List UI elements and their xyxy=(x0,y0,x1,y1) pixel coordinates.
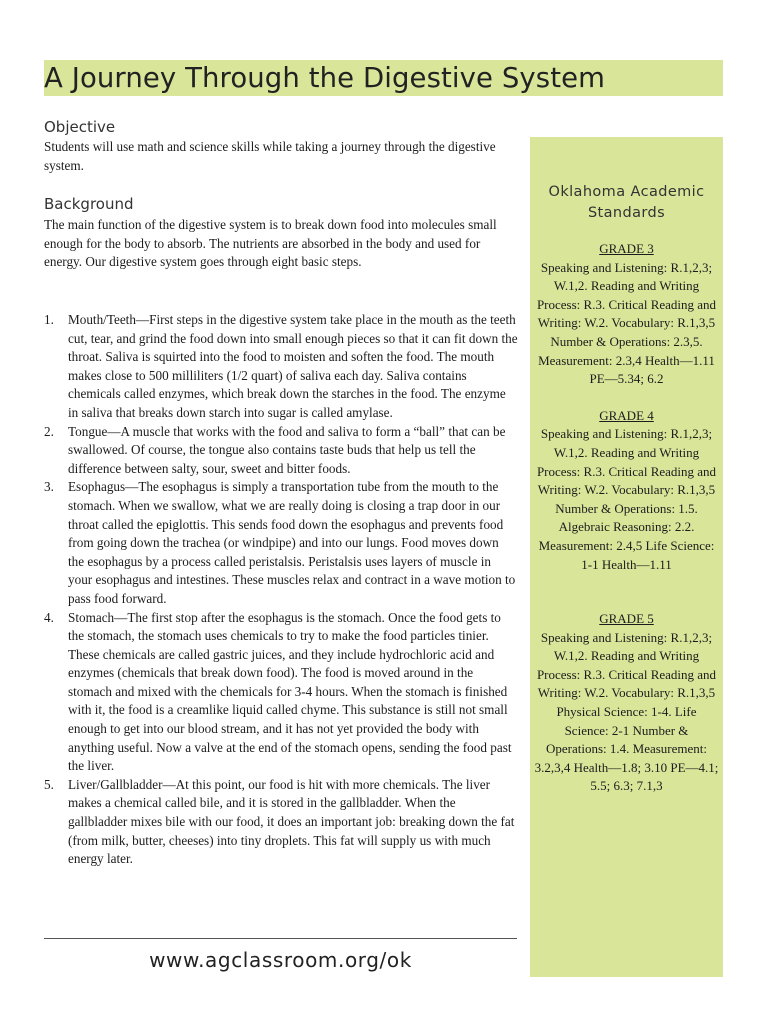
step-text: Stomach—The first stop after the esophagus is the stomach. Once the food gets to the stomach, the stomach uses chemicals to try to make the food particles tinier. These chemicals are called gastric juices, and they include hydrochloric acid and enzymes (chemicals that break down food). The food is moved around in the stomach and mixed with the chemicals for 3-4 hours. When the stomach is finished with it, the food is a creamlike liquid called chyme. This substance is still not small enough to get into our blood stream, and it has not yet provided the body with anything useful. Now a valve at the end of the stomach opens, sending the food past the liver. xyxy=(68,609,512,774)
sidebar-title: Oklahoma Academic Standards xyxy=(548,184,705,221)
grade-standards-text: Speaking and Listening: R.1,2,3; W.1,2. Reading and Writing Process: R.3. Critical Reading and Writing: W.2. Vocabulary: R.1,3,5 Physical Science: 1-4. Life Science: 2-1 Number & Operations: 1.4. Measurement: 3.2,3,4 Health—1.8; 3.10 PE—4.1; 5.5; 6.3; 7.1,3 xyxy=(534,629,719,794)
objective-text: Students will use math and science skills while taking a journey through the digestive system. xyxy=(44,139,496,173)
step-text: Tongue—A muscle that works with the food and saliva to form a “ball” that can be swallowed. Of course, the tongue also contains taste buds that help us tell the difference between salty, sour, sweet and bitter foods. xyxy=(68,423,506,476)
step-number: 4. xyxy=(44,609,54,625)
grade-4-standards xyxy=(530,407,723,574)
background-text: The main function of the digestive system is to break down food into molecules small enough for the body to absorb. The nutrients are absorbed in the body and used for energy. Our digestive system goes through eight basic steps. xyxy=(44,217,497,270)
step-text: Esophagus—The esophagus is simply a transportation tube from the mouth to the stomach. When we swallow, what we are really doing is closing a trap door in our throat called the epiglottis. This sends food down the esophagus and prevents food from going down the trachea (or windpipe) and into our lungs. Food moves down the esophagus by a process called peristalsis. Peristalsis uses layers of muscle in your esophagus and intestines. These muscles relax and contract in a wave motion to pass food forward. xyxy=(68,479,516,606)
grade-standards-text: Speaking and Listening: R.1,2,3; W.1,2. Reading and Writing Process: R.3. Critical Reading and Writing: W.2. Vocabulary: R.1,3,5 Number & Operations: 2.3,5. Measurement: 2.3,4 Health—1.11 PE—5.34; 6.2 xyxy=(536,259,717,387)
list-item xyxy=(44,311,518,423)
step-number: 5. xyxy=(44,776,54,792)
list-item xyxy=(44,776,518,869)
grade-heading: GRADE 5 xyxy=(599,611,654,627)
grade-5-standards xyxy=(530,610,723,796)
objective-heading: Objective xyxy=(44,118,116,136)
grade-heading: GRADE 3 xyxy=(599,241,654,256)
page-title: A Journey Through the Digestive System xyxy=(44,62,606,94)
title-banner xyxy=(44,60,723,96)
step-text: Mouth/Teeth—First steps in the digestive system take place in the mouth as the teeth cut, tear, and grind the food down into small enough pieces so that it can fit down the throat. Saliva is squirted into the food to moisten and soften the food. The mouth makes close to 500 milliliters (1/2 quart) of saliva each day. Saliva contains chemicals called enzymes, which break down the starches in the food. The enzyme in saliva that breaks down starch into sugar is called amylase. xyxy=(68,312,518,420)
grade-standards-text: Speaking and Listening: R.1,2,3; W.1,2. Reading and Writing Process: R.3. Critical Reading and Writing: W.2. Vocabulary: R.1,3,5 Number & Operations: 1.5. Algebraic Reasoning: 2.2. Measurement: 2.4,5 Life Science: 1-1 Health—1.11 xyxy=(536,426,717,572)
footer-divider xyxy=(44,938,517,939)
footer-url: www.agclassroom.org/ok xyxy=(149,948,412,972)
grade-3-standards xyxy=(530,240,723,389)
list-item xyxy=(44,423,518,479)
step-text: Liver/Gallbladder—At this point, our food is hit with more chemicals. The liver makes a chemical called bile, and it is stored in the gallbladder. When the gallbladder mixes bile with our food, it does an important job: breaking down the fat (from milk, butter, cheeses) into tiny droplets. This fat will supply us with much energy later. xyxy=(68,776,515,867)
list-item xyxy=(44,478,518,608)
grade-heading: GRADE 4 xyxy=(599,407,654,423)
background-heading: Background xyxy=(44,195,134,213)
step-number: 1. xyxy=(44,312,54,327)
step-number: 3. xyxy=(44,479,54,495)
step-number: 2. xyxy=(44,423,54,439)
standards-sidebar xyxy=(530,137,723,977)
digestive-steps-list xyxy=(44,311,518,869)
list-item xyxy=(44,609,518,776)
